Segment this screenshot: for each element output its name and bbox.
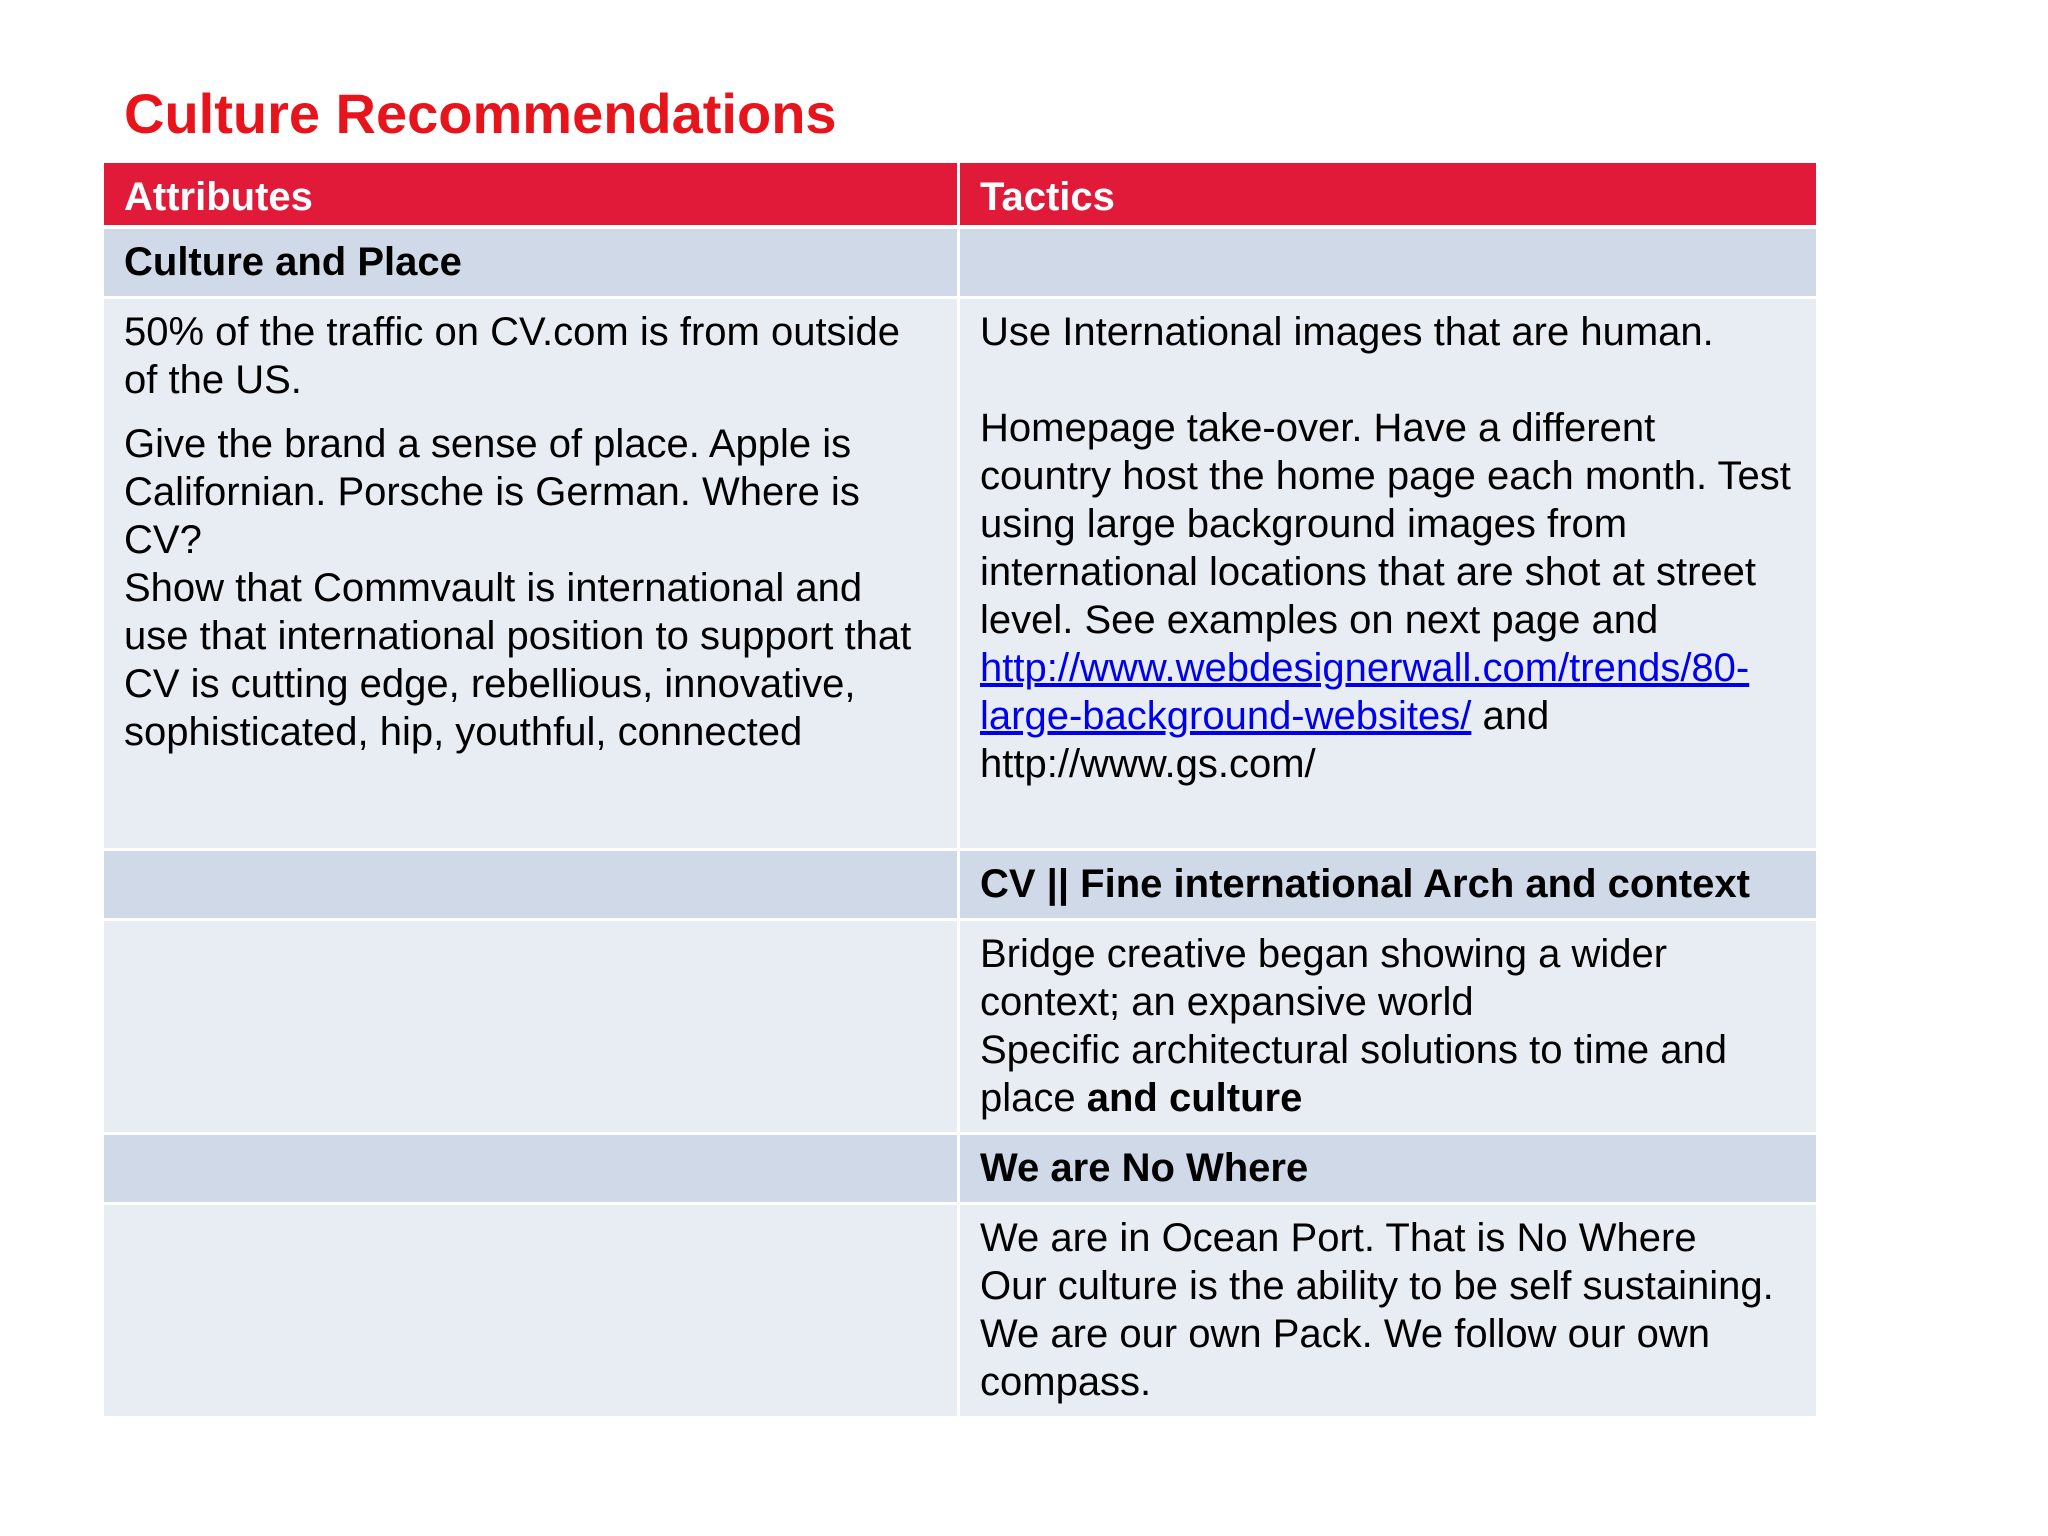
- header-tactics: Tactics: [960, 163, 1816, 229]
- gs-url-text: http://www.gs.com/: [980, 742, 1316, 786]
- attributes-cell-culture-place: [104, 299, 960, 851]
- tactic-bold-text: and culture: [1086, 1076, 1303, 1120]
- section-heading-empty: [960, 229, 1816, 299]
- section-heading-empty: [104, 851, 960, 921]
- tactic-paragraph: We are in Ocean Port. That is No Where: [980, 1216, 1697, 1260]
- tactic-text: Homepage take-over. Have a different country host the home page each month. Test using large background images from international locations that are shot at street level. See examples on next page and: [980, 406, 1791, 642]
- attribute-paragraph: Show that Commvault is international and use that international position to support that CV is cutting edge, rebellious, innovative, sophisticated, hip, youthful, connected: [124, 566, 912, 754]
- tactic-paragraph: We are our own Pack. We follow our own compass.: [980, 1312, 1710, 1404]
- attribute-paragraph: Give the brand a sense of place. Apple is Californian. Porsche is German. Where is CV?: [124, 422, 860, 562]
- tactics-cell-no-where: [960, 1205, 1816, 1419]
- tactic-text: Specific architectural solutions to time and place: [980, 1028, 1728, 1120]
- tactic-paragraph: [980, 1026, 1796, 1122]
- section-heading-cv-arch: CV || Fine international Arch and context: [960, 851, 1816, 921]
- recommendations-table: [104, 163, 1816, 1419]
- tactic-paragraph: Bridge creative began showing a wider context; an expansive world: [980, 932, 1668, 1024]
- tactic-paragraph: [980, 404, 1796, 788]
- section-heading-empty: [104, 1135, 960, 1205]
- tactics-cell-cv-arch: [960, 921, 1816, 1135]
- section-heading-culture-place: Culture and Place: [104, 229, 960, 299]
- tactic-paragraph: Our culture is the ability to be self sustaining.: [980, 1264, 1774, 1308]
- page-title: Culture Recommendations: [124, 82, 837, 145]
- section-heading-no-where: We are No Where: [960, 1135, 1816, 1205]
- attributes-cell-empty: [104, 921, 960, 1135]
- tactics-cell-culture-place: [960, 299, 1816, 851]
- header-attributes: Attributes: [104, 163, 960, 229]
- attribute-paragraph: 50% of the traffic on CV.com is from outside of the US.: [124, 310, 900, 402]
- tactic-paragraph: Use International images that are human.: [980, 310, 1714, 354]
- webdesignerwall-link[interactable]: http://www.webdesignerwall.com/trends/80-large-background-websites/: [980, 646, 1750, 738]
- and-text: and: [1482, 694, 1550, 738]
- attributes-cell-empty: [104, 1205, 960, 1419]
